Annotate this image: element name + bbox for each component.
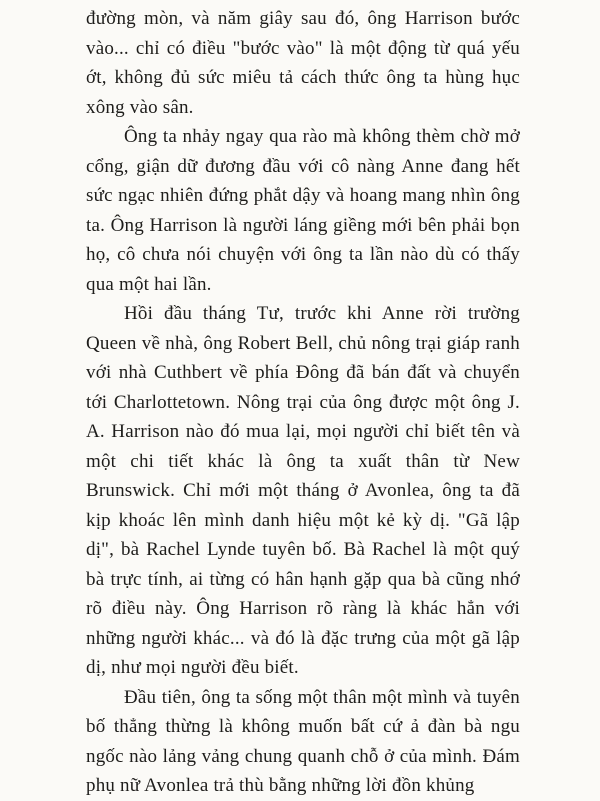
paragraph-cutoff: Đầu tiên, ông ta sống một thân một mình và tuyên bố thẳng thừng là không muốn bất cứ ả đàn bà ngu ngốc nào lảng vảng chung quanh chỗ ở của mình. Đám phụ nữ Avonlea trả thù bằng những lời đồn khủng <box>86 686 520 796</box>
paragraph-continuation: đường mòn, và năm giây sau đó, ông Harrison bước vào... chỉ có điều "bước vào" là một động từ quá yếu ớt, không đủ sức miêu tả cách thức ông ta hùng hục xông vào sân. <box>86 8 520 118</box>
paragraph: Hồi đầu tháng Tư, trước khi Anne rời trường Queen về nhà, ông Robert Bell, chủ nông trại giáp ranh với nhà Cuthbert về phía Đông đã bán đất và chuyển tới Charlottetown. Nông trại của ông được một ông J. A. Harrison nào đó mua lại, mọi người chỉ biết tên và một chi tiết khác là ông ta xuất thân từ New Brunswick. Chỉ mới một tháng ở Avonlea, ông ta đã kịp khoác lên mình danh hiệu một kẻ kỳ dị. "Gã lập dị", bà Rachel Lynde tuyên bố. Bà Rachel là một quý bà trực tính, ai từng có hân hạnh gặp qua bà cũng nhớ rõ điều này. Ông Harrison rõ ràng là khác hẳn với những người khác... và đó là đặc trưng của một gã lập dị, như mọi người đều biết. <box>86 303 520 678</box>
paragraph: Ông ta nhảy ngay qua rào mà không thèm chờ mở cổng, giận dữ đương đầu với cô nàng Anne đang hết sức ngạc nhiên đứng phắt dậy và hoang mang nhìn ông ta. Ông Harrison là người láng giềng mới bên phải bọn họ, cô chưa nói chuyện với ông ta lần nào dù có thấy qua một hai lần. <box>86 126 520 295</box>
